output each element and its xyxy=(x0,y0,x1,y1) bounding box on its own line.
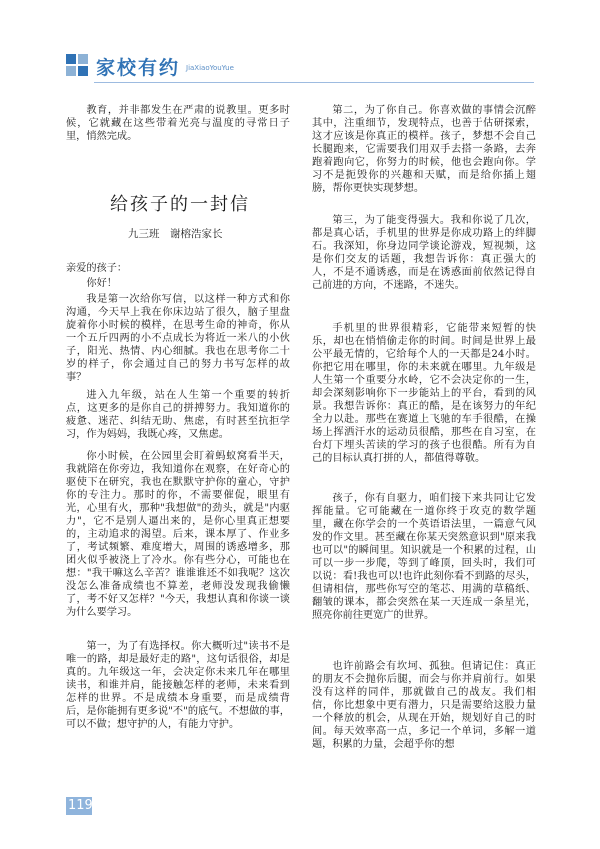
right-para-3: 孩子，你有自驱力，咱们接下来共同让它发挥能量。它可能藏在一道你终于攻克的数学题里，藏在你学会的一个英语语法里，一篇意气风发的作文里。甚至藏在你某天突然意识到"原来我也可以"的瞬间里。知识就是一个积累的过程，山可以一步一步爬，等到了峰顶，回头时，我们可以说：看!我也可以!也许此刻你看不到路的尽头，但请相信，那些你写空的笔芯、用满的草稿纸、翻皱的课本，都会突然在某一天连成一条星光，照亮你前往更宽广的世界。 xyxy=(312,493,536,621)
right-para-2: 手机里的世界很精彩，它能带来短暂的快乐，却也在悄悄偷走你的时间。时间是世界上最公平最无情的，它给每个人的一天都是24小时。你把它用在哪里，你的未来就在哪里。九年级是人生第一个重要分水岭，它不会决定你的一生，却会深刻影响你下一步能站上的平台，看到的风景。我想告诉你：真正的酷，是在该努力的年纪全力以赴。那些在赛道上飞驰的车手很酷，在操场上挥洒汗水的运动员很酷，那些在自习室，在台灯下埋头苦读的学习的孩子也很酷。所有为自己的目标认真打拼的人，都值得尊敬。 xyxy=(312,323,536,464)
left-para-0: 教育，并非都发生在严肃的说教里。更多时候，它就藏在这些带着光亮与温度的寻常日子里，悄然完成。 xyxy=(66,105,290,142)
left-para-2: 你好！ xyxy=(86,278,117,289)
left-para-4: 进入九年级，站在人生第一个重要的转折点，这更多的是你自己的拼搏努力。我知道你的疲惫、迷茫、纠结无助、焦虑，有时甚至抗拒学习，作为妈妈，我既心疼，又焦虑。 xyxy=(66,390,290,440)
left-para-1: 亲爱的孩子： xyxy=(66,263,128,274)
page-number: 119 xyxy=(68,798,93,813)
article-byline: 九三班 谢榕浩家长 xyxy=(128,228,223,240)
left-para-3: 我是第一次给你写信，以这样一种方式和你沟通，今天早上我在你床边站了很久，脑子里盘旋着你小时候的模样，在思考生命的神奇，你从一个五斤四两的小不点成长为将近一米八的小伙子，阳光、热情、内心细腻。我也在思考你二十岁的样子，你会通过自己的努力书写怎样的故事？ xyxy=(66,294,290,383)
header-rule xyxy=(94,82,534,83)
header-subtitle: JiaXiaoYouYue xyxy=(186,64,234,72)
left-para-6: 第一，为了有选择权。你大概听过"读书不是唯一的路，却是最好走的路"，这句话很俗，却是真的。九年级这一年，会决定你未来几年在哪里读书，和谁并肩，能接触怎样的老师，未来看到怎样的世界。不是成绩本身重要，而是成绩背后，是你能拥有更多说"不"的底气。不想做的事，可以不做；想守护的人，有能力守护。 xyxy=(66,641,290,730)
right-para-4: 也许前路会有坎坷、孤独。但请记住：真正的朋友不会抛你后腿，而会与你并肩前行。如果没有这样的同伴，那就做自己的战友。我们相信，你比想象中更有潜力，只是需要给这股力量一个释放的机会，从现在开始，规划好自己的时间。每天效率高一点，多记一个单词，多解一道题，积累的力量，会超乎你的想 xyxy=(312,661,536,750)
article-title: 给孩子的一封信 xyxy=(110,194,250,215)
header-title: 家校有约 xyxy=(96,57,181,79)
header-logo-icon xyxy=(66,54,92,80)
page-number-badge xyxy=(66,797,92,815)
right-para-1: 第三，为了能变得强大。我和你说了几次，都是真心话，手机里的世界是你成功路上的绊脚石。我深知，你身边同学谈论游戏，短视频，这是你们交友的话题，我想告诉你：真正强大的人，不是不通诱惑，而是在诱惑面前依然记得自己前进的方向，不迷路，不迷失。 xyxy=(312,215,536,291)
left-para-5: 你小时候，在公园里会盯着蚂蚁窝看半天，我就陪在你旁边，我知道你在观察，在好奇心的驱使下在研究，我也在默默守护你的童心，守护你的专注力。那时的你，不需要催促，眼里有光，心里有火，那种"我想做"的劲头，就是"内驱力"，它不是别人逼出来的，是你心里真正想要的，主动追求的渴望。后来，课本厚了、作业多了，考试频繁、难度增大，周围的诱惑增多，那团火似乎被浇上了冷水。你有些分心，可能也在想："我干嘛这么辛苦？谁谁谁还不如我呢？这次没怎么准备成绩也不算差，老师没发现我偷懒了，考不好又怎样？"今天，我想认真和你谈一谈为什么要学习。 xyxy=(66,451,290,618)
right-para-0: 第二，为了你自己。你喜欢做的事情会沉醉其中，注重细节，发现特点，也善于估研探索，这才应该是你真正的模样。孩子，梦想不会自己长腿跑来，它需要我们用双手去搭一条路，去奔跑着跑向它，你努力的时候，他也会跑向你。学习不是扼毁你的兴趣和天赋，而是给你插上翅膀，帮你更快实现梦想。 xyxy=(312,105,536,194)
